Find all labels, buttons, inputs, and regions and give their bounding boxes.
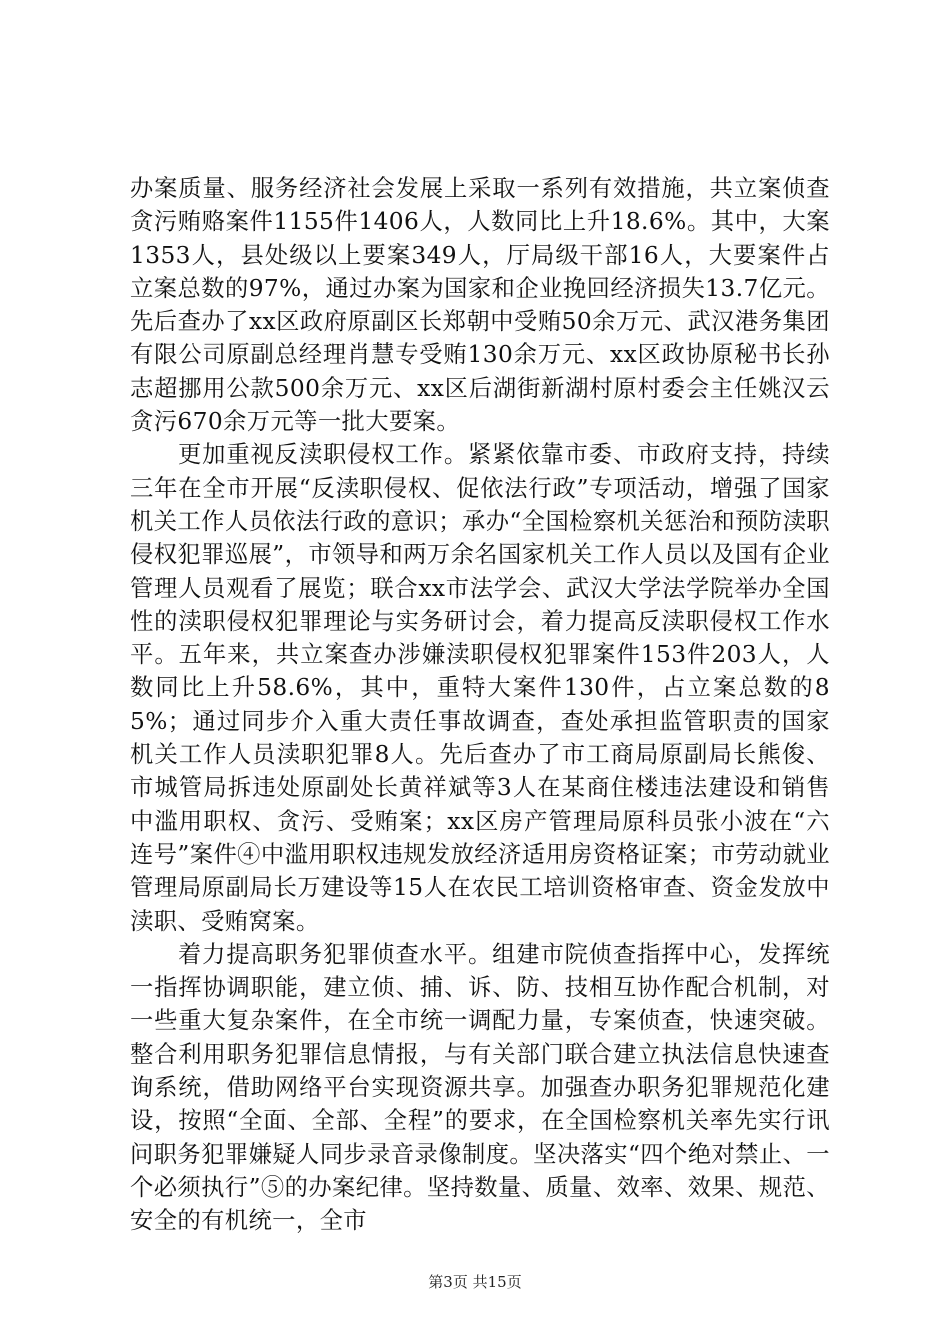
page-number-label: 第3页 共15页: [428, 1273, 522, 1291]
paragraph-anti-malfeasance: 更加重视反渎职侵权工作。紧紧依靠市委、市政府支持，持续三年在全市开展“反渎职侵权、促依法行政”专项活动，增强了国家机关工作人员依法行政的意识；承办“全国检察机关惩治和预防渎职侵权犯罪巡展”，市领导和两万余名国家机关工作人员以及国有企业管理人员观看了展览；联合xx市法学会、武汉大学法学院举办全国性的渎职侵权犯罪理论与实务研讨会，着力提高反渎职侵权工作水平。五年来，共立案查办涉嫌渎职侵权犯罪案件153件203人，人数同比上升58.6%，其中，重特大案件130件，占立案总数的85%；通过同步介入重大责任事故调查，查处承担监管职责的国家机关工作人员渎职犯罪8人。先后查办了市工商局原副局长熊俊、市城管局拆违处原副处长黄祥斌等3人在某商住楼违法建设和销售中滥用职权、贪污、受贿案；xx区房产管理局原科员张小波在“六连号”案件④中滥用职权违规发放经济适用房资格证案；市劳动就业管理局原副局长万建设等15人在农民工培训资格审查、资金发放中渎职、受贿窝案。: [130, 441, 830, 935]
paragraph-investigation-level: 着力提高职务犯罪侦查水平。组建市院侦查指挥中心，发挥统一指挥协调职能，建立侦、捕、诉、防、技相互协作配合机制，对一些重大复杂案件，在全市统一调配力量，专案侦查，快速突破。整合利用职务犯罪信息情报，与有关部门联合建立执法信息快速查询系统，借助网络平台实现资源共享。加强查办职务犯罪规范化建设，按照“全面、全部、全程”的要求，在全国检察机关率先实行讯问职务犯罪嫌疑人同步录音录像制度。坚决落实“四个绝对禁止、一个必须执行”⑤的办案纪律。坚持数量、质量、效率、效果、规范、安全的有机统一，全市: [130, 940, 830, 1235]
page-footer: [0, 1272, 950, 1292]
paragraph-continuation: 办案质量、服务经济社会发展上采取一系列有效措施，共立案侦查贪污贿赂案件1155件1406人，人数同比上升18.6%。其中，大案1353人，县处级以上要案349人，厅局级干部16人，大要案件占立案总数的97%，通过办案为国家和企业挽回经济损失13.7亿元。先后查办了xx区政府原副区长郑朝中受贿50余万元、武汉港务集团有限公司原副总经理肖慧专受贿130余万元、xx区政协原秘书长孙志超挪用公款500余万元、xx区后湖街新湖村原村委会主任姚汉云贪污670余万元等一批大要案。: [130, 175, 830, 436]
document-body: [130, 172, 830, 1238]
